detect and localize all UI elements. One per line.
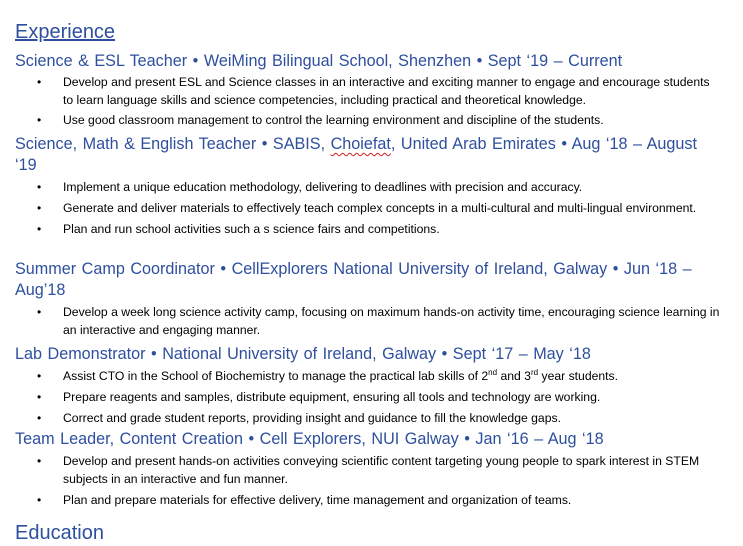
bullet-text: Develop and present hands-on activities conveying scientific content targeting young people to spark interest in STEM subjects in an interactive and fun manner. [63, 454, 700, 486]
bullet-icon: • [37, 369, 42, 383]
bullet-item [0, 388, 723, 406]
bullet-icon: • [37, 493, 42, 507]
job-bullets [0, 178, 743, 238]
bullet-text: Use good classroom management to control the learning environment and discipline of the students. [63, 113, 604, 127]
bullet-item [0, 491, 723, 509]
job-title: Lab Demonstrator • National University of Ireland, Galway • Sept ‘17 – May ‘18 [15, 345, 591, 363]
bullet-text: Assist CTO in the School of Biochemistry to manage the practical lab skills of 2nd and 3rd year students. [63, 367, 619, 383]
bullet-icon: • [37, 305, 42, 319]
bullet-text: Plan and run school activities such a s science fairs and competitions. [63, 222, 440, 236]
bullet-text: Implement a unique education methodology, delivering to deadlines with precision and accuracy. [63, 180, 583, 194]
bullet-item [0, 367, 723, 385]
education-heading: Education [15, 522, 104, 544]
bullet-item [0, 452, 723, 488]
bullet-item [0, 303, 723, 339]
bullet-icon: • [37, 113, 42, 127]
bullet-item [0, 73, 723, 109]
job-title [15, 134, 715, 176]
job-bullets [0, 303, 743, 339]
bullet-text: Correct and grade student reports, providing insight and guidance to fill the knowledge gaps. [63, 411, 561, 425]
job-bullets [0, 367, 743, 427]
bullet-icon: • [37, 454, 42, 468]
bullet-item [0, 178, 723, 196]
bullet-icon: • [37, 411, 42, 425]
job-title-part: Science, Math & English Teacher • SABIS, [15, 135, 331, 153]
job-bullets [0, 73, 743, 129]
bullet-icon: • [37, 180, 42, 194]
job-title-part: , United Arab Emirates • Aug ‘18 – August ‘19 [15, 135, 698, 174]
bullet-item [0, 199, 723, 217]
bullet-icon: • [37, 390, 42, 404]
job-bullets [0, 452, 743, 509]
bullet-text: Generate and deliver materials to effectively teach complex concepts in a multi-cultural and multi-lingual environment. [63, 201, 697, 215]
bullet-item [0, 220, 723, 238]
bullet-icon: • [37, 201, 42, 215]
bullet-text: Plan and prepare materials for effective delivery, time management and organization of teams. [63, 493, 572, 507]
bullet-text: Prepare reagents and samples, distribute equipment, ensuring all tools and technology are working. [63, 390, 601, 404]
bullet-item [0, 111, 723, 129]
spelling-flagged-word[interactable]: Choiefat [330, 135, 391, 153]
bullet-text: Develop a week long science activity camp, focusing on maximum hands-on activity time, encouraging science learning in an interactive and engaging manner. [63, 305, 720, 337]
job-title: Summer Camp Coordinator • CellExplorers National University of Ireland, Galway • Jun ‘18 – Aug’18 [15, 260, 692, 299]
bullet-icon: • [37, 75, 42, 89]
bullet-text: Develop and present ESL and Science classes in an interactive and exciting manner to engage and encourage students to learn language skills and science competencies, including practical and theoretical knowledge. [63, 75, 710, 107]
bullet-item [0, 409, 723, 427]
job-title: Team Leader, Content Creation • Cell Explorers, NUI Galway • Jan ‘16 – Aug ‘18 [15, 430, 604, 448]
job-title: Science & ESL Teacher • WeiMing Bilingual School, Shenzhen • Sept ‘19 – Current [15, 52, 623, 70]
experience-heading: Experience [15, 21, 116, 43]
bullet-icon: • [37, 222, 42, 236]
